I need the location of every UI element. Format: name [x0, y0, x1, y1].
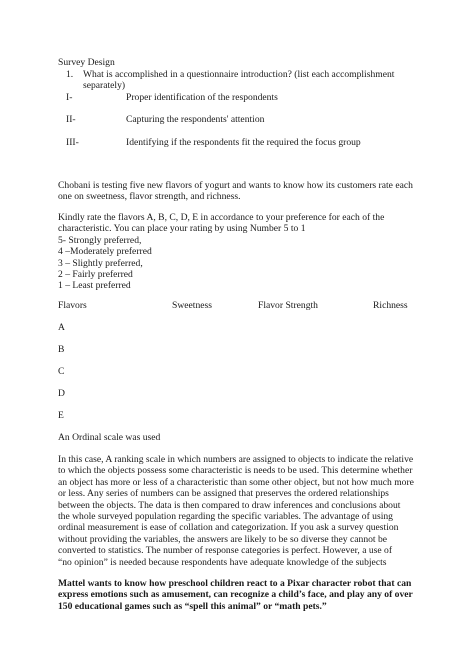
survey-title: Survey Design: [58, 57, 115, 68]
text-line: In this case, A ranking scale in which numbers are assigned to objects to indicate the relative: [58, 454, 414, 465]
scale-answer: An Ordinal scale was used: [58, 432, 161, 443]
flavor-row-label: D: [58, 388, 65, 399]
column-header-richness: Richness: [373, 300, 408, 311]
column-header-flavor-strength: Flavor Strength: [258, 300, 318, 311]
item-text: Capturing the respondents' attention: [126, 114, 265, 125]
text-line: to which the objects possess some characteristic is needs to be used. This determine whether: [58, 465, 413, 477]
text-line: Chobani is testing five new flavors of yogurt and wants to know how its customers rate each: [58, 180, 413, 191]
text-line: the whole surveyed population regarding the specific variables. The advantage of using: [58, 511, 393, 523]
question-text-line1: What is accomplished in a questionnaire introduction? (list each accomplishment: [83, 69, 395, 80]
text-line: 3 – Slightly preferred,: [58, 257, 143, 269]
text-line: 1 – Least preferred: [58, 280, 131, 292]
chobani-intro: [58, 180, 413, 203]
flavor-row-label: B: [58, 344, 65, 355]
text-line: without providing the variables, the answers are likely to be so diverse they cannot be: [58, 533, 388, 545]
text-line: one on sweetness, flavor strength, and richness.: [58, 191, 241, 203]
item-text: Proper identification of the respondents: [126, 92, 278, 103]
text-line: 5- Strongly preferred,: [58, 234, 142, 246]
text-line: between the objects. The data is then compared to draw inferences and conclusions about: [58, 499, 401, 511]
column-header-flavors: Flavors: [58, 300, 87, 311]
question-number: 1.: [66, 69, 74, 80]
text-line: 4 –Moderately preferred: [58, 246, 152, 258]
text-line: 2 – Fairly preferred: [58, 269, 133, 281]
text-line: or less. Any series of numbers can be assigned that preserves the ordered relationships: [58, 488, 389, 500]
text-line: characteristic. You can place your rating by using Number 5 to 1: [58, 223, 306, 235]
column-header-sweetness: Sweetness: [172, 300, 212, 311]
text-line: an object has more or less of a characteristic than some other object, but not how much more: [58, 476, 414, 488]
text-line: Kindly rate the flavors A, B, C, D, E in accordance to your preference for each of the: [58, 212, 385, 223]
text-line: Mattel wants to know how preschool children react to a Pixar character robot that can: [58, 578, 412, 589]
flavor-row-label: A: [58, 322, 65, 333]
text-line: express emotions such as amusement, can recognize a child’s face, and play any of over: [58, 589, 413, 601]
text-line: ordinal measurement is ease of collation and categorization. If you ask a survey question: [58, 522, 399, 534]
item-numeral: II-: [66, 114, 76, 125]
text-line: converted to statistics. The number of response categories is perfect. However, a use of: [58, 545, 393, 557]
item-text: Identifying if the respondents fit the required the focus group: [126, 137, 361, 148]
explanation-paragraph: [58, 454, 414, 568]
mattel-question: [58, 578, 413, 612]
text-line: 150 educational games such as “spell this animal” or “math pets.”: [58, 600, 327, 612]
item-numeral: III-: [66, 137, 79, 148]
text-line: “no opinion” is needed because respondents have adequate knowledge of the subjects: [58, 556, 387, 568]
item-numeral: I-: [66, 92, 73, 103]
question-text-line2: separately): [83, 80, 126, 91]
flavor-row-label: C: [58, 366, 65, 377]
rating-instructions: [58, 212, 384, 292]
flavor-row-label: E: [58, 410, 64, 421]
